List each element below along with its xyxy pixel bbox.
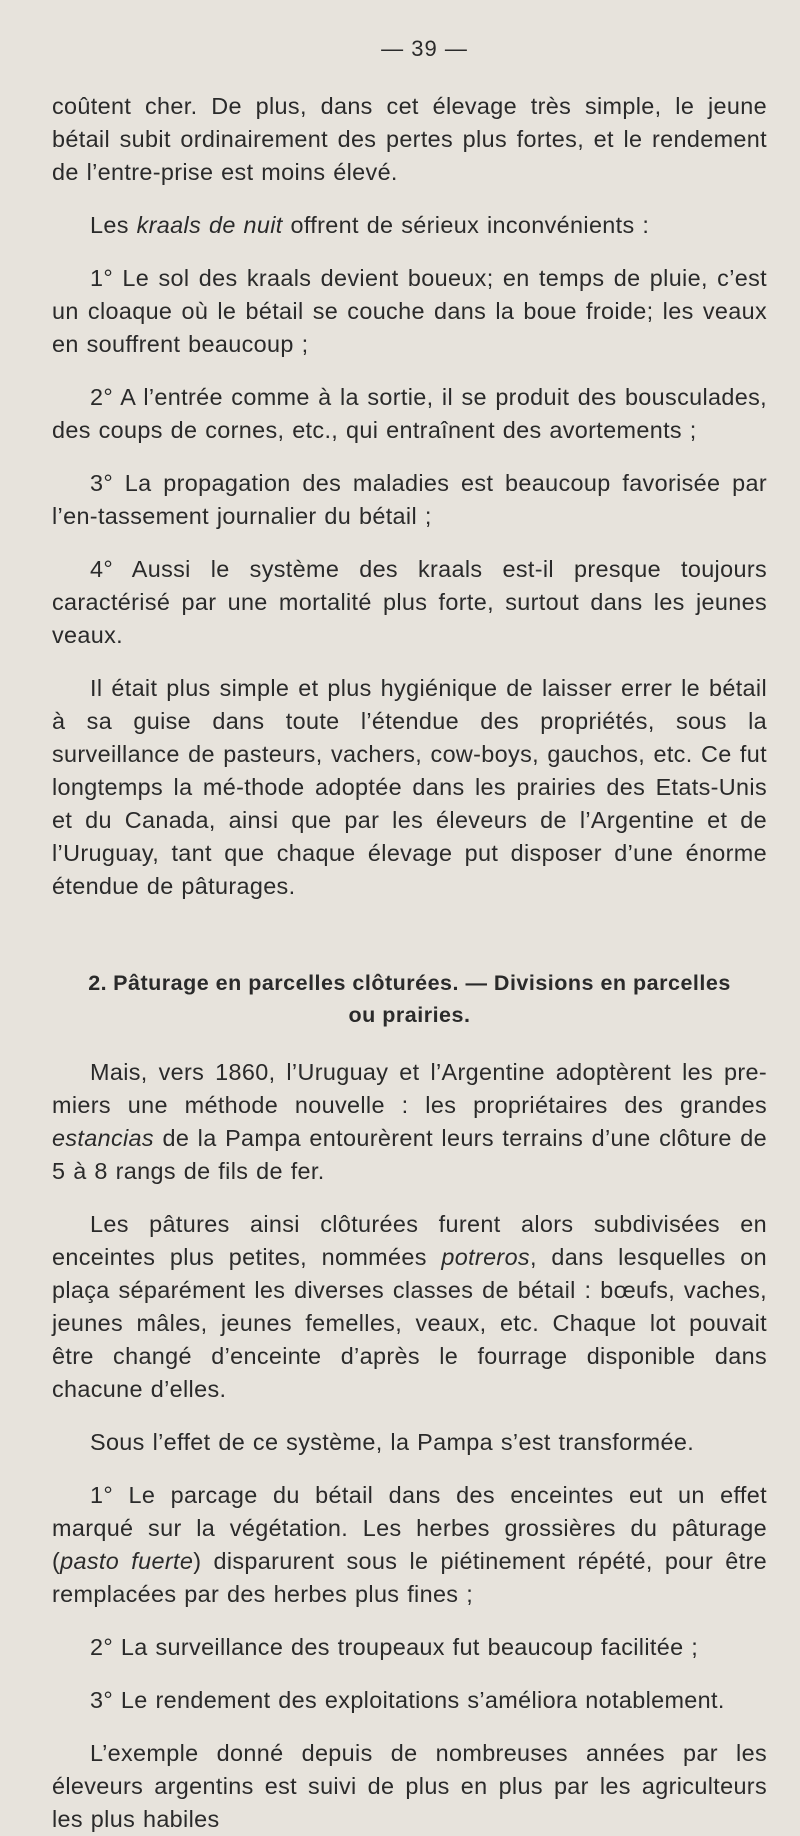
section-heading-line-1: Pâturage en parcelles clôturées. — Divisions en parcelles	[113, 971, 731, 995]
paragraph-4: 2° A l’entrée comme à la sortie, il se produit des bousculades, des coups de cornes, etc., qui entraînent des avortements ;	[52, 384, 767, 443]
paragraph-12: 2° La surveillance des troupeaux fut beaucoup facilitée ;	[90, 1634, 699, 1660]
paragraph-14: L’exemple donné depuis de nombreuses années par les éleveurs argentins est suivi de plus en plus par les agriculteurs les plus habiles	[52, 1740, 767, 1832]
paragraph-1: coûtent cher. De plus, dans cet élevage très simple, le jeune bétail subit ordinairement des pertes plus fortes, et le rendement de l’entre-prise est moins élevé.	[52, 93, 767, 185]
paragraph-9-italic: potreros	[441, 1244, 530, 1270]
paragraph-11-text-b: ) disparurent sous le piétinement répété, pour être remplacées par des herbes plus fines ;	[52, 1548, 767, 1607]
paragraph-8-italic: estancias	[52, 1125, 154, 1151]
paragraph-11-italic: pasto fuerte	[60, 1548, 194, 1574]
section-heading	[52, 967, 767, 1000]
paragraph-2	[52, 209, 767, 242]
paragraph-13: 3° Le rendement des exploitations s’améliora notablement.	[90, 1687, 725, 1713]
page-number: — 39 —	[381, 36, 468, 61]
paragraph-8-text-b: de la Pampa entourèrent leurs terrains d’une clôture de 5 à 8 rangs de fils de fer.	[52, 1125, 767, 1184]
paragraph-9-text-a: Les pâtures ainsi clôturées furent alors subdivisées en enceintes plus petites, nommées	[52, 1211, 767, 1270]
paragraph-6: 4° Aussi le système des kraals est-il presque toujours caractérisé par une mortalité plus forte, surtout dans les jeunes veaux.	[52, 556, 767, 648]
paragraph-9-text-b: , dans lesquelles on plaça séparément les diverses classes de bétail : bœufs, vaches, jeunes mâles, jeunes femelles, veaux, etc. Chaque lot pouvait être changé d’enceinte d’après le fourrage disponible dans chacune d’elles.	[52, 1244, 767, 1402]
paragraph-2-text-b: offrent de sérieux inconvénients :	[282, 212, 650, 238]
paragraph-3: 1° Le sol des kraals devient boueux; en temps de pluie, c’est un cloaque où le bétail se couche dans la boue froide; les veaux en souffrent beaucoup ;	[52, 265, 767, 357]
paragraph-9	[52, 1208, 767, 1406]
paragraph-7: Il était plus simple et plus hygiénique de laisser errer le bétail à sa guise dans toute l’étendue des propriétés, sous la surveillance de pasteurs, vachers, cow-boys, gauchos, etc. Ce fut longtemps la mé-thode adoptée dans les prairies des Etats-Unis et du Canada, ainsi que par les éleveurs de l’Argentine et de l’Uruguay, tant que chaque élevage put disposer d’une énorme étendue de pâturages.	[52, 675, 767, 899]
paragraph-11	[52, 1479, 767, 1611]
paragraph-2-text-a: Les	[90, 212, 137, 238]
paragraph-2-italic: kraals de nuit	[136, 212, 283, 238]
section-heading-line-2: ou prairies.	[348, 1003, 471, 1027]
paragraph-8	[52, 1056, 767, 1188]
paragraph-10: Sous l’effet de ce système, la Pampa s’est transformée.	[90, 1429, 695, 1455]
paragraph-5: 3° La propagation des maladies est beaucoup favorisée par l’en-tassement journalier du bétail ;	[52, 470, 767, 529]
paragraph-8-text-a: Mais, vers 1860, l’Uruguay et l’Argentine adoptèrent les pre-miers une méthode nouvelle : les propriétaires des grandes	[52, 1059, 767, 1118]
section-number: 2.	[88, 971, 108, 995]
paragraph-11-text-a: 1° Le parcage du bétail dans des enceintes eut un effet marqué sur la végétation. Les herbes grossières du pâturage (	[52, 1482, 767, 1574]
